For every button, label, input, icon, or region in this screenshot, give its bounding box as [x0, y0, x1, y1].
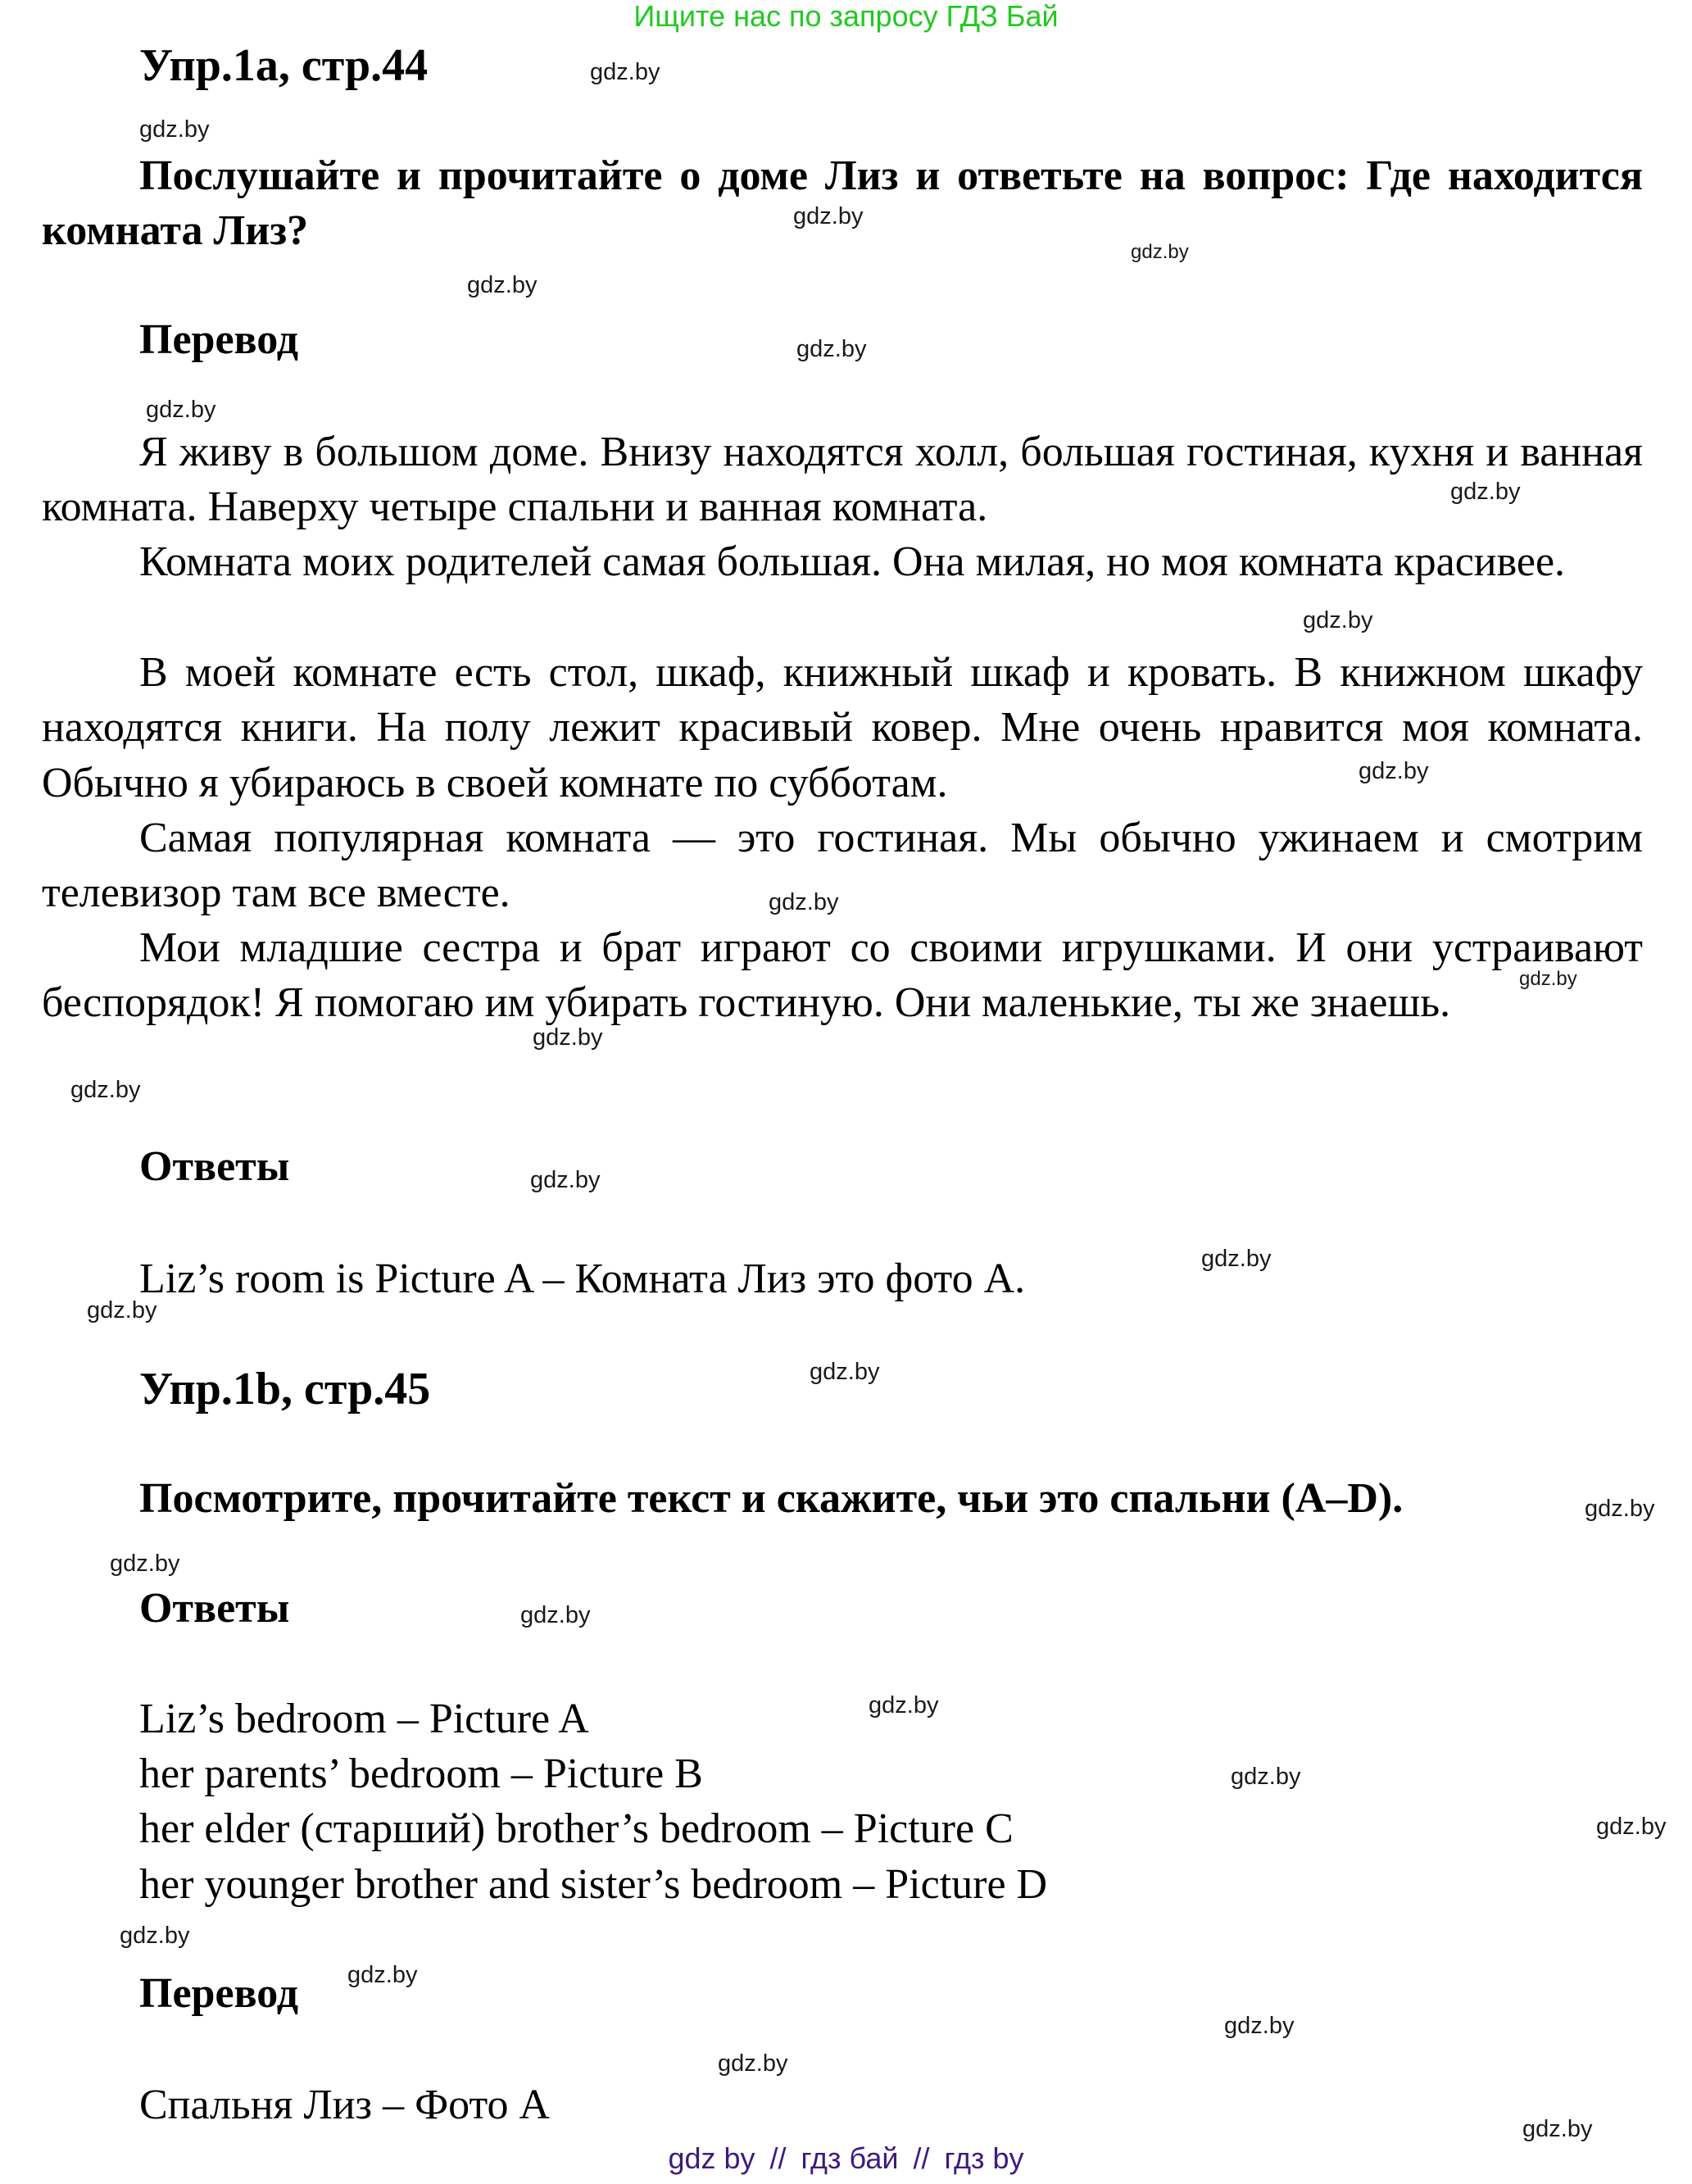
watermark: gdz.by — [146, 397, 216, 423]
exercise-1a-translation-heading: Перевод — [139, 316, 299, 363]
exercise-1a-answer: Liz’s room is Picture A – Комната Лиз это фото А. — [139, 1255, 1026, 1302]
translation-line: Спальня Лиз – Фото А — [139, 2082, 551, 2128]
watermark: gdz.by — [70, 1077, 141, 1103]
search-banner: Ищите нас по запросу ГДЗ Бай — [633, 0, 1059, 33]
watermark: gdz.by — [120, 1923, 190, 1949]
watermark: gdz.by — [718, 2050, 788, 2077]
exercise-1a-title: Упр.1a, стр.44 — [139, 40, 429, 91]
exercise-1b-translation-heading: Перевод — [139, 1970, 299, 2017]
watermark: gdz.by — [530, 1167, 601, 1193]
watermark: gdz.by — [347, 1962, 418, 1988]
watermark: gdz.by — [520, 1602, 591, 1628]
watermark: gdz.by — [467, 272, 538, 298]
watermark: gdz.by — [1596, 1814, 1667, 1840]
watermark: gdz.by — [1519, 968, 1577, 990]
translation-paragraph: Мои младшие сестра и брат играют со своими игрушками. И они устраивают беспорядок! Я помогаю им убирать гостиную. Они маленькие, ты же знаешь. — [42, 924, 1643, 1027]
watermark: gdz.by — [1131, 241, 1189, 263]
answer-line: her elder (старший) brother’s bedroom – Picture C — [139, 1805, 1014, 1852]
watermark: gdz.by — [869, 1692, 939, 1719]
exercise-1a-answers-heading: Ответы — [139, 1143, 290, 1190]
watermark: gdz.by — [110, 1551, 180, 1577]
watermark: gdz.by — [1359, 758, 1429, 784]
footer-link-gdz-by[interactable]: gdz by — [668, 2141, 755, 2175]
watermark: gdz.by — [87, 1297, 157, 1324]
footer-separator: // — [913, 2141, 930, 2175]
watermark: gdz.by — [1224, 2013, 1295, 2039]
footer-link-gdz-by-cyr[interactable]: гдз by — [944, 2141, 1024, 2175]
watermark: gdz.by — [1522, 2116, 1593, 2142]
translation-paragraph: Комната моих родителей самая большая. Она милая, но моя комната красивее. — [139, 538, 1566, 585]
watermark: gdz.by — [1201, 1246, 1272, 1272]
answer-line: Liz’s bedroom – Picture A — [139, 1696, 589, 1742]
watermark: gdz.by — [793, 203, 864, 229]
answer-line: her younger brother and sister’s bedroom – Picture D — [139, 1861, 1048, 1908]
watermark: gdz.by — [1450, 479, 1521, 505]
watermark: gdz.by — [1231, 1764, 1301, 1790]
exercise-1b-answers-heading: Ответы — [139, 1585, 290, 1632]
translation-paragraph: Самая популярная комната — это гостиная. Мы обычно ужинаем и смотрим телевизор там все вместе. — [42, 815, 1643, 917]
exercise-1b-title: Упр.1b, стр.45 — [139, 1364, 431, 1414]
watermark: gdz.by — [139, 116, 210, 143]
watermark: gdz.by — [1585, 1496, 1655, 1522]
exercise-1a-task: Послушайте и прочитайте о доме Лиз и ответьте на вопрос: Где находится комната Лиз? — [42, 152, 1643, 254]
answer-line: her parents’ bedroom – Picture B — [139, 1750, 703, 1797]
footer-separator: // — [769, 2141, 787, 2175]
translation-paragraph: В моей комнате есть стол, шкаф, книжный шкаф и кровать. В книжном шкафу находятся книги. На полу лежит красивый ковер. Мне очень нравится моя комната. Обычно я убираюсь в своей комнате по субботам. — [42, 649, 1643, 806]
footer-link-gdz-bai[interactable]: гдз бай — [801, 2141, 899, 2175]
footer-links — [0, 2141, 1692, 2177]
watermark: gdz.by — [810, 1359, 880, 1385]
watermark: gdz.by — [769, 889, 839, 915]
watermark: gdz.by — [533, 1024, 603, 1051]
watermark: gdz.by — [590, 59, 660, 85]
translation-paragraph: Я живу в большом доме. Внизу находятся холл, большая гостиная, кухня и ванная комната. Наверху четыре спальни и ванная комната. — [42, 429, 1643, 531]
watermark: gdz.by — [796, 336, 867, 362]
watermark: gdz.by — [1303, 607, 1373, 633]
exercise-1b-task: Посмотрите, прочитайте текст и скажите, чьи это спальни (A–D). — [139, 1475, 1404, 1522]
